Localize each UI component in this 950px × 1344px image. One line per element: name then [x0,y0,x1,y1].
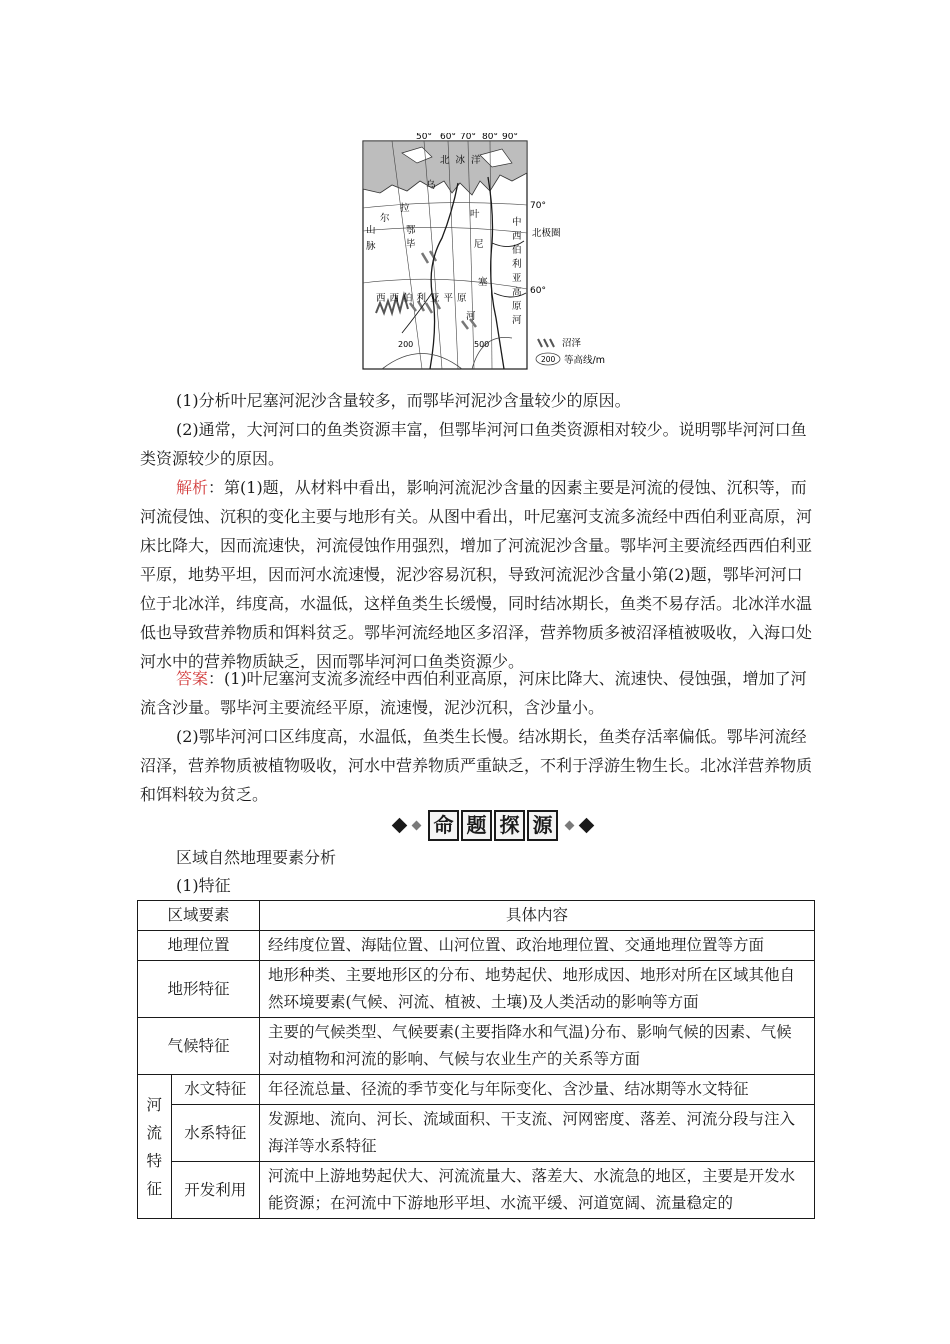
table-content-cell: 主要的气候类型、气候要素(主要指降水和气温)分布、影响气候的因素、气候对动植物和河流的影响、气候与农业生产的关系等方面 [260,1018,815,1075]
west-plain-label: 西西伯利亚平原 [376,293,471,304]
table-content-cell: 年径流总量、径流的季节变化与年际变化、含沙量、结冰期等水文特征 [260,1075,815,1105]
contour-label: 200 [398,340,414,349]
table-row [138,1105,815,1162]
table-header-row [138,901,815,931]
yenisei-label-char: 河 [512,315,522,326]
table-row [138,1162,815,1219]
arctic-circle-label: 北极圈 [532,228,561,239]
section-banner [387,808,599,842]
ural-label-char: 山 [366,225,376,236]
table-row [138,1075,815,1105]
river-group-char: 河 [146,1095,163,1114]
legend-swamp-label: 沼泽 [562,338,582,349]
lon-label: 50° [416,133,432,142]
ob-river-label: 河 [466,311,476,322]
yenisei-label-char: 叶 [470,209,480,220]
table-row [138,931,815,961]
lat-label: 60° [530,286,546,296]
river-group-cell [138,1075,172,1219]
ob-label-char: 毕 [406,239,416,250]
legend-contour-value: 200 [541,355,556,364]
table-key-cell: 水系特征 [171,1105,259,1162]
ocean-label: 北冰洋 [440,155,487,166]
banner-char: 探 [494,810,525,841]
banner-char: 题 [461,810,492,841]
banner-char: 源 [527,810,558,841]
ural-label-char: 拉 [400,203,410,214]
lon-label: 70° [460,133,476,142]
legend-contour-label: 等高线/m [564,355,605,366]
yenisei-label-char: 尼 [474,239,484,250]
lon-label: 60° [440,133,456,142]
lon-label: 80° [482,133,498,142]
plateau-label-char: 亚 [512,273,522,284]
diamond-icon [412,820,422,830]
ural-label-char: 乌 [426,180,436,191]
ural-label-char: 脉 [366,241,376,252]
table-header-cell: 具体内容 [260,901,815,931]
plateau-label-char: 高 [512,287,522,298]
banner-char: 命 [428,810,459,841]
river-group-char: 流 [146,1123,163,1142]
lon-label: 90° [502,133,518,142]
section-title: 区域自然地理要素分析 [176,848,337,867]
section-subtitle: (1)特征 [176,876,231,895]
ural-label-char: 尔 [380,213,390,224]
question-1: (1)分析叶尼塞河泥沙含量较多，而鄂毕河泥沙含量较少的原因。 [176,391,631,410]
table-header-cell: 区域要素 [138,901,260,931]
table-key-cell: 气候特征 [138,1018,260,1075]
legend-swamp-icon [538,339,554,347]
river-group-char: 特 [146,1151,163,1170]
answer-part2: (2)鄂毕河河口区纬度高，水温低，鱼类生长慢。结冰期长，鱼类存活率偏低。鄂毕河流经沼泽，营养物质被植物吸收，河水中营养物质严重缺乏，不利于浮游生物生长。北冰洋营养物质和饵料较为贫乏。 [140,727,813,804]
table-content-cell: 发源地、流向、河长、流域面积、干支流、河网密度、落差、河流分段与注入海洋等水系特征 [260,1105,815,1162]
analysis-text: ：第(1)题，从材料中看出，影响河流泥沙含量的因素主要是河流的侵蚀、沉积等，而河流侵蚀、沉积的变化主要与地形有关。从图中看出，叶尼塞河支流多流经中西伯利亚高原，河床比降大，因而流速快，河流侵蚀作用强烈，增加了河流泥沙含量。鄂毕河主要流经西西伯利亚平原，地势平坦，因而河水流速慢，泥沙容易沉积，导致河流泥沙含量小第(2)题，鄂毕河河口位于北冰洋，纬度高，水温低，这样鱼类生长缓慢，同时结冰期长，鱼类不易存活。北冰洋水温低也导致营养物质和饵料贫乏。鄂毕河流经地区多沼泽，营养物质多被沼泽植被吸收，入海口处河水中的营养物质缺乏，因而鄂毕河河口鱼类资源少。 [140,478,813,671]
analysis-paragraph [140,473,812,676]
plateau-label-char: 原 [512,301,522,312]
ob-label-char: 鄂 [406,225,416,236]
plateau-label-char: 伯 [512,245,522,256]
plateau-label-char: 中 [512,217,522,228]
diamond-icon [565,820,575,830]
lat-label: 70° [530,201,546,211]
answer-paragraph [140,664,812,722]
river-group-char: 征 [146,1179,163,1198]
table-key-cell: 水文特征 [171,1075,259,1105]
table-key-cell: 地形特征 [138,961,260,1018]
plateau-label-char: 利 [512,259,522,270]
table-content-cell: 地形种类、主要地形区的分布、地势起伏、地形成因、地形对所在区域其他自然环境要素(气候、河流、植被、土壤)及人类活动的影响等方面 [260,961,815,1018]
answer-label: 答案 [176,669,209,688]
table-row [138,1018,815,1075]
table-content-cell: 河流中上游地势起伏大、河流流量大、落差大、水流急的地区，主要是开发水能资源；在河流中下游地形平坦、水流平缓、河道宽阔、流量稳定的 [260,1162,815,1219]
table-row [138,961,815,1018]
analysis-label: 解析 [176,478,209,497]
banner-title [428,810,558,841]
siberia-river-map [362,133,620,370]
contour-label: 500 [474,340,490,349]
features-table [137,900,815,1219]
plateau-label-char: 西 [512,231,522,242]
question-2: (2)通常，大河河口的鱼类资源丰富，但鄂毕河河口鱼类资源相对较少。说明鄂毕河河口鱼类资源较少的原因。 [140,420,807,468]
yenisei-label-char: 塞 [478,277,488,288]
diamond-icon [579,817,595,833]
table-key-cell: 地理位置 [138,931,260,961]
table-key-cell: 开发利用 [171,1162,259,1219]
answer-part1: ：(1)叶尼塞河支流多流经中西伯利亚高原，河床比降大、流速快、侵蚀强，增加了河流含沙量。鄂毕河主要流经平原，流速慢，泥沙沉积，含沙量小。 [140,669,807,717]
diamond-icon [392,817,408,833]
table-content-cell: 经纬度位置、海陆位置、山河位置、政治地理位置、交通地理位置等方面 [260,931,815,961]
